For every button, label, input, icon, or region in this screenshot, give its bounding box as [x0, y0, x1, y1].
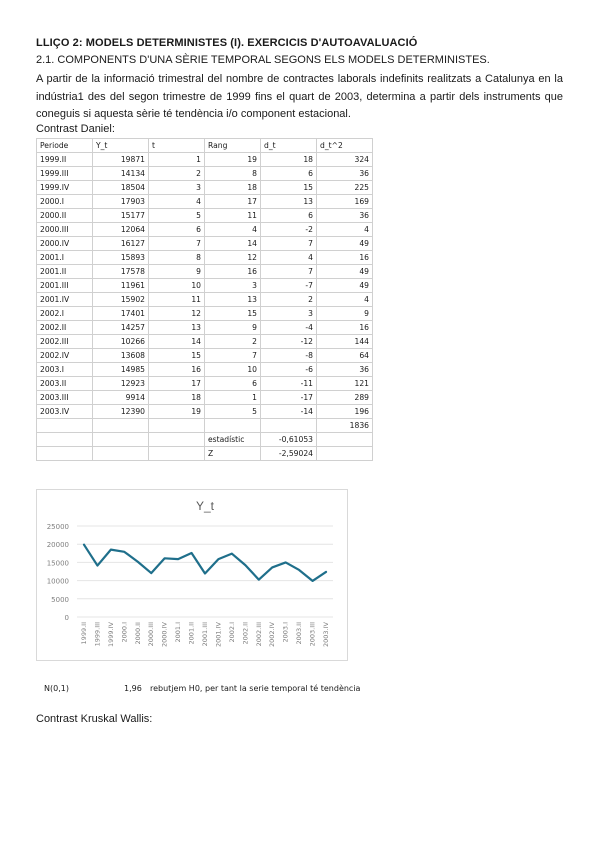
data-point: [325, 571, 326, 572]
table-row: [37, 195, 373, 209]
table-cell: 36: [317, 363, 373, 377]
table-cell: 18: [261, 153, 317, 167]
table-cell: 49: [317, 265, 373, 279]
table-cell: 14: [149, 335, 205, 349]
table-cell: 11: [149, 293, 205, 307]
table-cell: 13: [205, 293, 261, 307]
table-cell: 2003.I: [37, 363, 93, 377]
table-cell: 16127: [93, 237, 149, 251]
table-row: [37, 377, 373, 391]
data-point: [299, 569, 300, 570]
table-cell: 14985: [93, 363, 149, 377]
x-tick-label: 2001.I: [174, 622, 183, 643]
statistic-value: -0,61053: [261, 433, 317, 447]
x-tick-label: 2000.II: [133, 622, 142, 645]
table-cell: 49: [317, 279, 373, 293]
table-cell: 6: [205, 377, 261, 391]
x-tick-label: 2000.III: [147, 622, 156, 647]
table-row: [37, 321, 373, 335]
table-row: [37, 181, 373, 195]
x-tick-label: 2001.III: [201, 622, 209, 647]
y-tick-label: 15000: [46, 559, 69, 568]
table-cell: 324: [317, 153, 373, 167]
table-cell: 12: [149, 307, 205, 321]
table-row: [37, 363, 373, 377]
column-header: d_t^2: [317, 139, 373, 153]
table-cell: 17578: [93, 265, 149, 279]
x-tick-label: 2003.II: [295, 622, 304, 645]
empty-cell: [149, 433, 205, 447]
data-point: [245, 565, 246, 566]
table-row: [37, 265, 373, 279]
x-tick-label: 2001.IV: [214, 622, 223, 647]
data-point: [285, 562, 286, 563]
x-tick-label: 2002.I: [227, 622, 236, 643]
column-header: d_t: [261, 139, 317, 153]
table-row: [37, 349, 373, 363]
table-cell: 18: [205, 181, 261, 195]
table-cell: 8: [149, 251, 205, 265]
data-point: [83, 544, 84, 545]
column-header: Y_t: [93, 139, 149, 153]
table-cell: 144: [317, 335, 373, 349]
table-cell: 15: [261, 181, 317, 195]
table-row: [37, 209, 373, 223]
table-cell: 2002.III: [37, 335, 93, 349]
normal-dist-label: N(0,1): [44, 684, 69, 693]
table-cell: -14: [261, 405, 317, 419]
table-cell: 6: [149, 223, 205, 237]
table-cell: 15902: [93, 293, 149, 307]
table-cell: 6: [261, 209, 317, 223]
table-cell: 2001.III: [37, 279, 93, 293]
table-cell: 11: [205, 209, 261, 223]
table-cell: 7: [261, 265, 317, 279]
table-row: [37, 391, 373, 405]
table-cell: -6: [261, 363, 317, 377]
table-cell: 18: [149, 391, 205, 405]
table-cell: 64: [317, 349, 373, 363]
table-cell: 1: [205, 391, 261, 405]
column-header: Rang: [205, 139, 261, 153]
z-row: [37, 447, 373, 461]
table-row: [37, 251, 373, 265]
statistic-label: estadístic: [205, 433, 261, 447]
z-value: -2,59024: [261, 447, 317, 461]
table-cell: 4: [261, 251, 317, 265]
table-cell: 1999.IV: [37, 181, 93, 195]
empty-cell: [93, 447, 149, 461]
table-cell: 2: [149, 167, 205, 181]
x-tick-label: 1999.IV: [106, 622, 115, 647]
sum-value: 1836: [317, 419, 373, 433]
table-cell: 2002.II: [37, 321, 93, 335]
table-cell: 17: [205, 195, 261, 209]
table-cell: 16: [205, 265, 261, 279]
y-tick-label: 20000: [46, 541, 69, 550]
yt-chart-svg: [37, 490, 347, 660]
table-cell: 16: [317, 251, 373, 265]
table-cell: 15: [149, 349, 205, 363]
z-label: Z: [205, 447, 261, 461]
table-cell: 169: [317, 195, 373, 209]
y-tick-label: 5000: [51, 595, 69, 604]
table-cell: 2003.II: [37, 377, 93, 391]
table-cell: 15177: [93, 209, 149, 223]
table-cell: 7: [261, 237, 317, 251]
table-cell: 9: [149, 265, 205, 279]
table-cell: 7: [149, 237, 205, 251]
table-cell: 14: [205, 237, 261, 251]
table-cell: -12: [261, 335, 317, 349]
table-cell: 2003.IV: [37, 405, 93, 419]
table-cell: 2000.III: [37, 223, 93, 237]
x-tick-label: 2002.II: [241, 622, 250, 645]
empty-cell: [37, 433, 93, 447]
table-cell: 13608: [93, 349, 149, 363]
table-row: [37, 167, 373, 181]
table-cell: -2: [261, 223, 317, 237]
table-cell: 8: [205, 167, 261, 181]
table-cell: 196: [317, 405, 373, 419]
table-row: [37, 237, 373, 251]
data-point: [178, 559, 179, 560]
table-cell: 12390: [93, 405, 149, 419]
table-cell: 121: [317, 377, 373, 391]
table-cell: 12: [205, 251, 261, 265]
x-tick-label: 2001.II: [187, 622, 196, 645]
table-cell: 17903: [93, 195, 149, 209]
table-cell: 2000.IV: [37, 237, 93, 251]
daniel-table: [36, 138, 373, 461]
table-row: [37, 307, 373, 321]
table-cell: 1999.III: [37, 167, 93, 181]
x-tick-label: 2003.I: [281, 622, 290, 643]
x-tick-label: 2000.I: [120, 622, 129, 643]
table-cell: 12064: [93, 223, 149, 237]
table-cell: 2001.IV: [37, 293, 93, 307]
table-header-row: [37, 139, 373, 153]
x-tick-label: 2000.IV: [160, 622, 169, 647]
table-cell: 2001.II: [37, 265, 93, 279]
table-cell: 1: [149, 153, 205, 167]
table-cell: 7: [205, 349, 261, 363]
table-cell: -7: [261, 279, 317, 293]
empty-cell: [317, 433, 373, 447]
table-cell: 19: [149, 405, 205, 419]
table-cell: 13: [261, 195, 317, 209]
table-cell: 2001.I: [37, 251, 93, 265]
critical-value: 1,96: [124, 684, 142, 693]
table-cell: 5: [205, 405, 261, 419]
table-cell: 2002.I: [37, 307, 93, 321]
table-cell: 14257: [93, 321, 149, 335]
table-row: [37, 293, 373, 307]
table-cell: 2: [205, 335, 261, 349]
data-point: [110, 549, 111, 550]
data-point: [191, 552, 192, 553]
section-subtitle: 2.1. COMPONENTS D'UNA SÈRIE TEMPORAL SEGONS ELS MODELS DETERMINISTES.: [36, 54, 490, 66]
table-cell: 19: [205, 153, 261, 167]
exercise-paragraph: A partir de la informació trimestral del nombre de contractes laborals indefinits realitzats a Catalunya en la indústria1 des del segon trimestre de 1999 fins el quart de 2003, determina a partir dels instruments que coneguis si aquesta sèrie té tendència i/o component estacional.: [36, 73, 563, 120]
x-tick-label: 2003.III: [308, 622, 317, 647]
column-header: t: [149, 139, 205, 153]
kruskal-label: Contrast Kruskal Wallis:: [36, 713, 153, 725]
table-cell: 9914: [93, 391, 149, 405]
table-cell: 36: [317, 167, 373, 181]
statistic-row: [37, 433, 373, 447]
data-point: [312, 580, 313, 581]
table-cell: 2: [261, 293, 317, 307]
x-tick-label: 1999.II: [80, 622, 88, 645]
y-tick-label: 25000: [46, 523, 69, 531]
y-tick-label: 10000: [46, 577, 69, 586]
empty-cell: [93, 433, 149, 447]
table-row: [37, 279, 373, 293]
conclusion-text: rebutjem H0, per tant la serie temporal té tendència: [150, 684, 361, 693]
table-cell: 2000.I: [37, 195, 93, 209]
table-cell: -11: [261, 377, 317, 391]
table-cell: 4: [317, 223, 373, 237]
table-cell: 9: [317, 307, 373, 321]
table-cell: 14134: [93, 167, 149, 181]
data-point: [124, 551, 125, 552]
table-cell: -17: [261, 391, 317, 405]
table-cell: 3: [149, 181, 205, 195]
x-tick-label: 2003.IV: [322, 622, 330, 647]
sum-row: [37, 419, 373, 433]
table-cell: 36: [317, 209, 373, 223]
table-cell: 17: [149, 377, 205, 391]
x-tick-label: 2002.III: [254, 622, 263, 647]
table-cell: 11961: [93, 279, 149, 293]
table-cell: 4: [317, 293, 373, 307]
empty-cell: [149, 447, 205, 461]
data-point: [97, 565, 98, 566]
table-cell: 2002.IV: [37, 349, 93, 363]
table-cell: 6: [261, 167, 317, 181]
data-point: [272, 567, 273, 568]
table-cell: 15893: [93, 251, 149, 265]
table-cell: 2003.III: [37, 391, 93, 405]
data-point: [204, 573, 205, 574]
empty-cell: [37, 419, 93, 433]
table-cell: 10266: [93, 335, 149, 349]
x-tick-label: 2002.IV: [268, 622, 277, 647]
table-cell: 16: [317, 321, 373, 335]
table-cell: 9: [205, 321, 261, 335]
empty-cell: [205, 419, 261, 433]
x-tick-label: 1999.III: [93, 622, 102, 647]
daniel-label: Contrast Daniel:: [36, 123, 115, 135]
table-cell: 13: [149, 321, 205, 335]
table-row: [37, 153, 373, 167]
table-cell: 2000.II: [37, 209, 93, 223]
table-cell: 4: [149, 195, 205, 209]
table-cell: 289: [317, 391, 373, 405]
document-title: LLIÇO 2: MODELS DETERMINISTES (I). EXERCICIS D'AUTOAVALUACIÓ: [36, 37, 418, 49]
table-cell: 225: [317, 181, 373, 195]
empty-cell: [37, 447, 93, 461]
data-point: [164, 558, 165, 559]
empty-cell: [149, 419, 205, 433]
chart-title: Y_t: [195, 499, 215, 513]
table-cell: -4: [261, 321, 317, 335]
empty-cell: [317, 447, 373, 461]
table-cell: 18504: [93, 181, 149, 195]
table-cell: -8: [261, 349, 317, 363]
data-point: [137, 561, 138, 562]
table-cell: 15: [205, 307, 261, 321]
table-cell: 1999.II: [37, 153, 93, 167]
column-header: Periode: [37, 139, 93, 153]
data-point: [151, 572, 152, 573]
data-point: [231, 553, 232, 554]
table-cell: 19871: [93, 153, 149, 167]
data-point: [218, 559, 219, 560]
table-cell: 5: [149, 209, 205, 223]
table-cell: 12923: [93, 377, 149, 391]
table-cell: 16: [149, 363, 205, 377]
empty-cell: [93, 419, 149, 433]
data-point: [258, 579, 259, 580]
yt-chart: [36, 489, 348, 661]
table-cell: 3: [261, 307, 317, 321]
table-cell: 17401: [93, 307, 149, 321]
table-cell: 49: [317, 237, 373, 251]
table-row: [37, 335, 373, 349]
empty-cell: [261, 419, 317, 433]
table-cell: 10: [149, 279, 205, 293]
table-cell: 3: [205, 279, 261, 293]
table-row: [37, 405, 373, 419]
table-row: [37, 223, 373, 237]
table-cell: 4: [205, 223, 261, 237]
y-tick-label: 0: [64, 614, 69, 622]
table-cell: 10: [205, 363, 261, 377]
